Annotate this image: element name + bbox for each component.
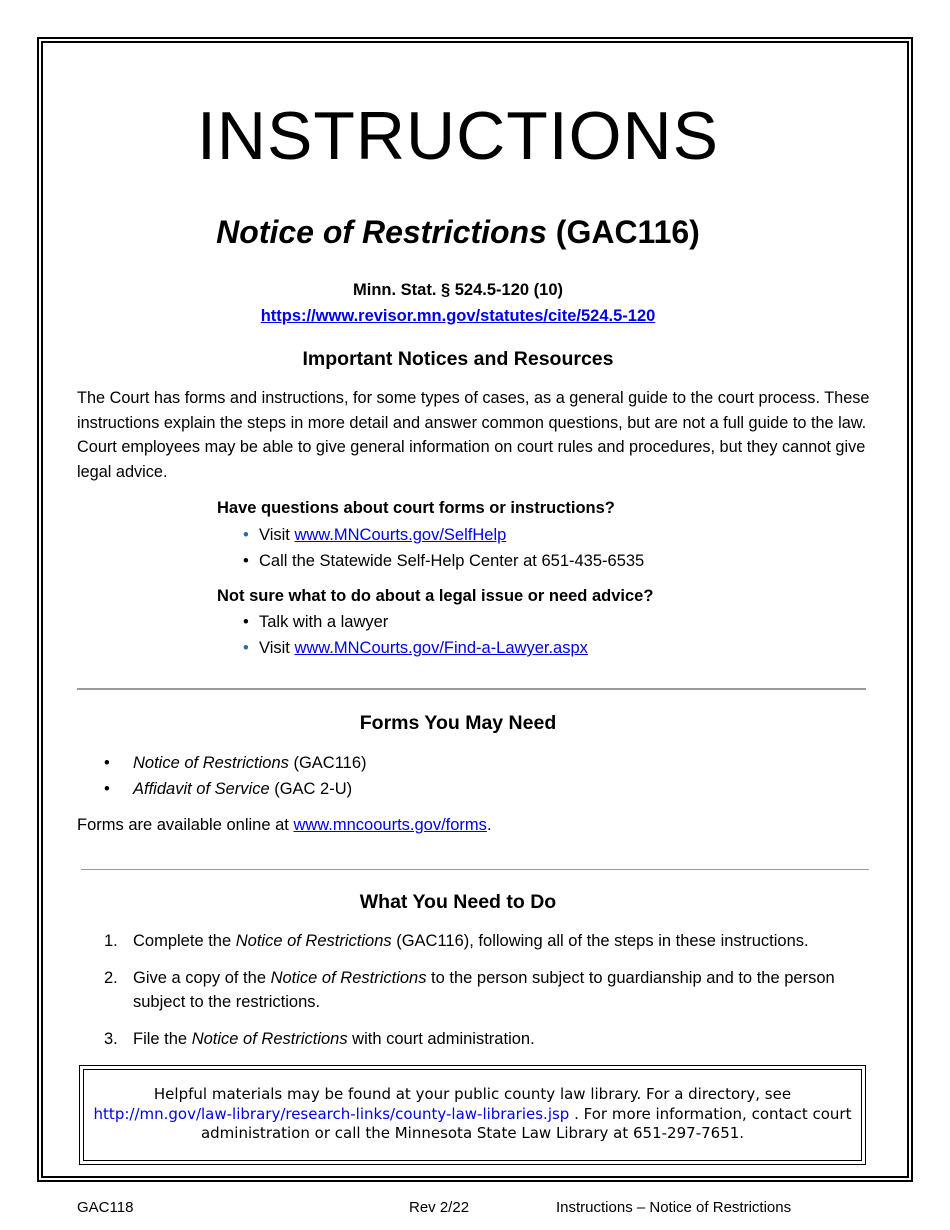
footer-revision: Rev 2/22	[409, 1199, 470, 1216]
step-item	[104, 1027, 864, 1052]
step-text: Give a copy of the	[133, 968, 271, 987]
section-divider	[81, 869, 869, 870]
list-item	[243, 522, 644, 548]
library-text: Helpful materials may be found at your public county law library. For a directory, see	[153, 1085, 792, 1103]
find-lawyer-link[interactable]: www.MNCourts.gov/Find-a-Lawyer.aspx	[294, 639, 588, 657]
step-number: 2.	[104, 968, 118, 987]
statute-citation: Minn. Stat. § 524.5-120 (10)	[353, 281, 563, 299]
step-text: (GAC116), following all of the steps in these instructions.	[391, 932, 809, 950]
step-text: File the	[133, 1029, 192, 1048]
bullet-icon: •	[104, 779, 110, 798]
visit-label: Visit	[259, 526, 295, 544]
bullet-icon: •	[243, 639, 249, 657]
list-item	[104, 751, 367, 777]
list-item	[243, 635, 588, 661]
step-number: 1.	[104, 932, 118, 950]
advice-heading: Not sure what to do about a legal issue or need advice?	[217, 587, 654, 605]
advice-list	[243, 609, 588, 661]
forms-heading: Forms You May Need	[359, 712, 557, 734]
todo-heading: What You Need to Do	[359, 891, 557, 913]
library-text: . For more information, contact court administration or call the Minnesota State Law Library at 651-297-7651.	[200, 1104, 852, 1142]
forms-available	[77, 814, 492, 836]
form-title-code: (GAC116)	[546, 214, 700, 250]
talk-text: Talk with a lawyer	[259, 613, 389, 631]
questions-list	[243, 522, 644, 574]
list-item	[243, 548, 644, 574]
questions-heading: Have questions about court forms or instructions?	[217, 499, 615, 517]
steps-list	[104, 929, 864, 1063]
list-item	[104, 777, 367, 803]
section-divider	[77, 688, 866, 690]
statute-link[interactable]: https://www.revisor.mn.gov/statutes/cite/524.5-120	[260, 307, 656, 325]
form-name: Notice of Restrictions	[133, 754, 289, 772]
step-item	[104, 929, 864, 954]
step-text: with court administration.	[347, 1029, 535, 1048]
bullet-icon: •	[104, 754, 110, 772]
step-item	[104, 966, 864, 1015]
library-directory-link[interactable]: http://mn.gov/law-library/research-links/county-law-libraries.jsp	[93, 1104, 570, 1123]
forms-available-text: Forms are available online at	[77, 816, 294, 834]
step-form-name: Notice of Restrictions	[235, 932, 392, 950]
library-box-text	[90, 1085, 855, 1144]
forms-list	[104, 751, 367, 802]
step-form-name: Notice of Restrictions	[191, 1029, 348, 1048]
step-text: to the person subject to guardianship and to the person subject to the restrictions.	[133, 968, 835, 1011]
period: .	[486, 816, 492, 834]
bullet-icon: •	[243, 613, 249, 631]
step-number: 3.	[104, 1029, 118, 1048]
bullet-icon: •	[243, 552, 249, 570]
call-text: Call the Statewide Self-Help Center at 651-435-6535	[259, 552, 645, 570]
intro-paragraph: The Court has forms and instructions, for some types of cases, as a general guide to the court process. These instructions explain the steps in more detail and answer common questions, but are not a full guide to the law. Court employees may be able to give general information on court rules and procedures, but they cannot give legal advice.	[77, 389, 870, 481]
footer-form-code: GAC118	[77, 1199, 134, 1216]
page-title: INSTRUCTIONS	[197, 98, 719, 174]
step-form-name: Notice of Restrictions	[270, 968, 427, 987]
form-code: (GAC 2-U)	[269, 779, 353, 798]
bullet-icon: •	[243, 526, 249, 544]
statute-link-row	[0, 305, 916, 327]
notices-heading: Important Notices and Resources	[302, 348, 614, 370]
form-code: (GAC116)	[288, 754, 367, 772]
selfhelp-link[interactable]: www.MNCourts.gov/SelfHelp	[294, 526, 507, 544]
step-text: Complete the	[133, 932, 236, 950]
footer-label: Instructions – Notice of Restrictions	[556, 1199, 792, 1216]
form-title-name: Notice of Restrictions	[216, 214, 547, 250]
list-item	[243, 609, 588, 635]
forms-link[interactable]: www.mncoourts.gov/forms	[293, 816, 487, 834]
visit-label: Visit	[259, 639, 295, 657]
form-name: Affidavit of Service	[133, 779, 270, 798]
form-title	[0, 212, 916, 252]
